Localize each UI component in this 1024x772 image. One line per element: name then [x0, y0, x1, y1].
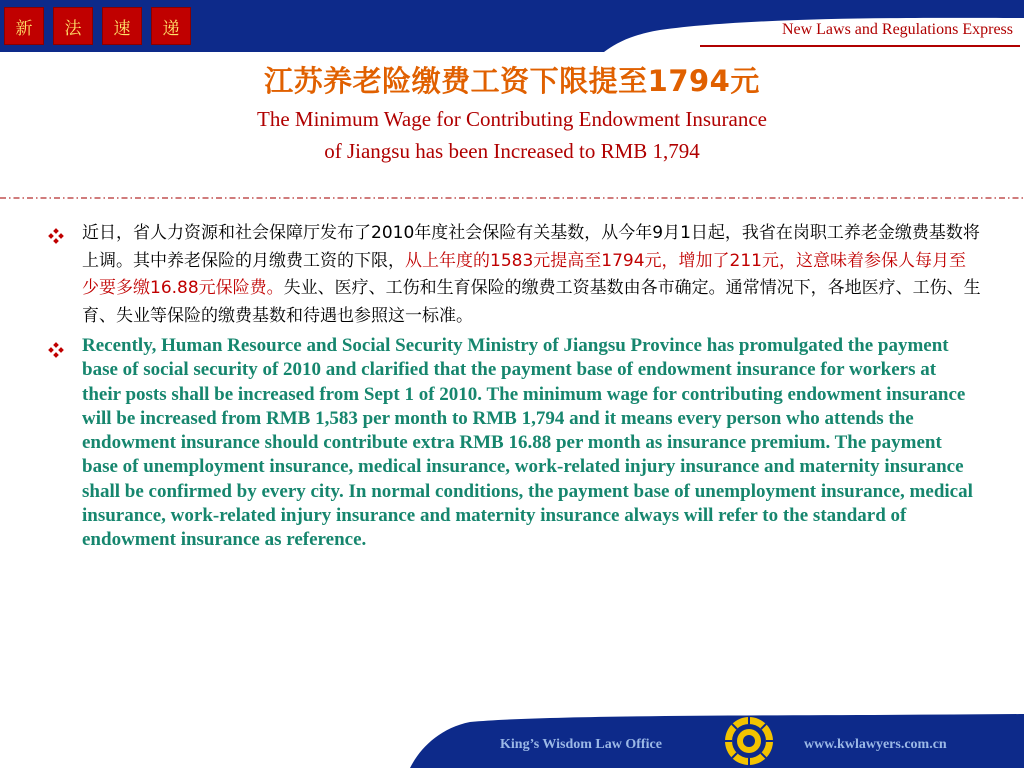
content-area	[48, 220, 981, 553]
tag-di: 递	[151, 7, 191, 45]
page-title-zh: 江苏养老险缴费工资下限提至1794元	[264, 64, 760, 98]
footer-website-link[interactable]: www.kwlawyers.com.cn	[804, 737, 947, 752]
tag-su: 速	[102, 7, 142, 45]
footer-band	[0, 700, 1024, 768]
zh-text-part2: 失业、医疗、工伤和生育保险的缴费工资基数由各市确定。通常情况下，各地医疗、工伤、生育、失业等保险的缴费基数和待遇也参照这一标准。	[82, 278, 981, 326]
bullet-item-en	[48, 334, 978, 553]
zh-text-part1: 近日，省人力资源和社会保障厅发布了2010年度社会保险有关基数，从今年9月1日起，我省在岗职工养老金缴费基数将上调。其中养老保险的月缴费工资的下限，	[82, 223, 980, 271]
paragraph-zh	[82, 220, 982, 330]
paragraph-en: Recently, Human Resource and Social Security Ministry of Jiangsu Province has promulgated the payment base of social security of 2010 and clarified that the payment base of endowment insurance for workers at their posts shall be increased from Sept 1 of 2010. The minimum wage for contributing endowment insurance will be increased from RMB 1,583 per month to RMB 1,794 and it means every person who attends the endowment insurance should contribute extra RMB 16.88 per month as insurance premium. The payment base of unemployment insurance, medical insurance, work-related injury insurance and maternity insurance shall be confirmed by every city. In normal conditions, the payment base of unemployment insurance, medical insurance, work-related injury insurance and maternity insurance always will refer to the standard of endowment insurance as reference.	[82, 335, 973, 551]
page-title-en	[0, 103, 1024, 167]
firm-logo-icon	[724, 716, 774, 766]
diamond-bullet-icon	[48, 342, 64, 358]
bullet-item-zh	[48, 220, 981, 330]
title-en-line2: of Jiangsu has been Increased to RMB 1,794	[324, 139, 700, 163]
zh-text-highlight: 从上年度的1583元提高至1794元，增加了211元，这意味着参保人每月至少要多缴16.88元保险费。	[82, 250, 966, 298]
tag-xin: 新	[4, 7, 44, 45]
section-divider	[0, 186, 1024, 192]
diamond-bullet-icon	[48, 228, 64, 244]
tag-fa: 法	[53, 7, 93, 45]
express-label: New Laws and Regulations Express	[781, 21, 1013, 38]
express-underline	[700, 45, 1020, 47]
footer-firm-name: King’s Wisdom Law Office	[500, 737, 662, 752]
express-tag-row	[4, 7, 191, 45]
title-en-line1: The Minimum Wage for Contributing Endowment Insurance	[257, 107, 767, 131]
